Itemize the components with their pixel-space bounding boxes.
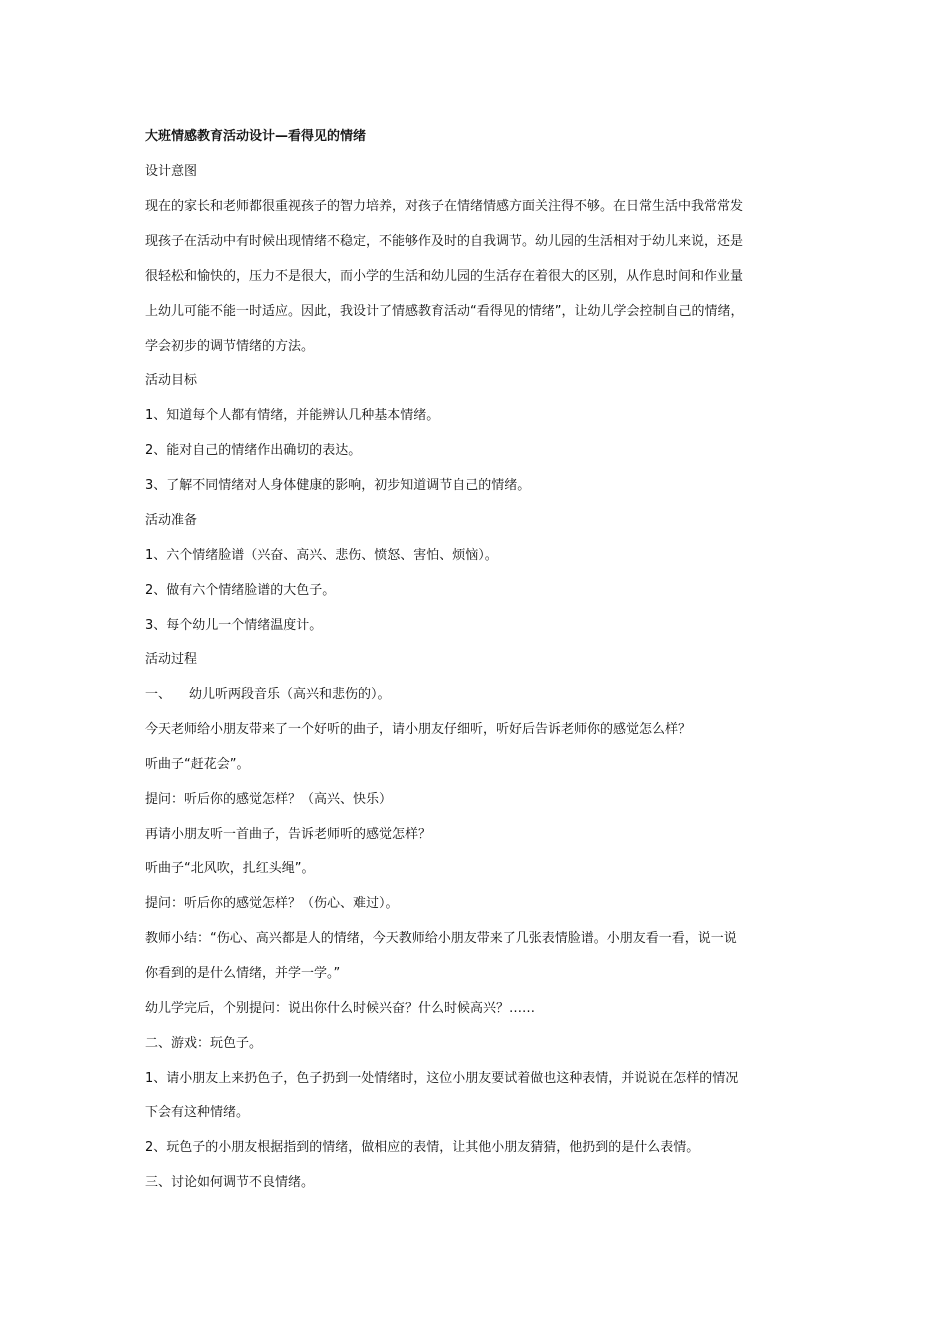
- goal-item: 2、能对自己的情绪作出确切的表达。: [145, 443, 362, 458]
- document-title: 大班情感教育活动设计—看得见的情绪: [145, 129, 367, 144]
- paragraph-line: 现在的家长和老师都很重视孩子的智力培养，对孩子在情绪情感方面关注得不够。在日常生活中我常常发: [145, 199, 744, 214]
- paragraph-line: 提问：听后你的感觉怎样？（伤心、难过）。: [145, 896, 399, 911]
- paragraph-line: 2、玩色子的小朋友根据指到的情绪，做相应的表情，让其他小朋友猜猜，他扔到的是什么表情。: [145, 1140, 700, 1155]
- paragraph-line: 幼儿学完后，个别提问：说出你什么时候兴奋？什么时候高兴？……: [145, 1001, 536, 1016]
- heading-activity-goals: 活动目标: [145, 373, 198, 388]
- paragraph-line: 提问：听后你的感觉怎样？（高兴、快乐）: [145, 792, 393, 807]
- heading-activity-preparation: 活动准备: [145, 513, 198, 528]
- paragraph-line: 教师小结：“伤心、高兴都是人的情绪，今天教师给小朋友带来了几张表情脸谱。小朋友看一看，说一说: [145, 931, 737, 946]
- paragraph-line: 下会有这种情绪。: [145, 1105, 250, 1120]
- section-one-heading: [145, 687, 391, 703]
- paragraph-line: 很轻松和愉快的，压力不是很大，而小学的生活和幼儿园的生活存在着很大的区别，从作息时间和作业量: [145, 269, 744, 284]
- paragraph-line: 听曲子“赶花会”。: [145, 757, 250, 772]
- preparation-item: 3、每个幼儿一个情绪温度计。: [145, 618, 323, 633]
- paragraph-line: 1、请小朋友上来扔色子，色子扔到一处情绪时，这位小朋友要试着做也这种表情，并说说在怎样的情况: [145, 1071, 739, 1086]
- paragraph-line: 现孩子在活动中有时候出现情绪不稳定，不能够作及时的自我调节。幼儿园的生活相对于幼儿来说，还是: [145, 234, 744, 249]
- heading-activity-process: 活动过程: [145, 652, 198, 667]
- paragraph-line: 学会初步的调节情绪的方法。: [145, 339, 315, 354]
- preparation-item: 2、做有六个情绪脸谱的大色子。: [145, 583, 336, 598]
- goal-item: 1、知道每个人都有情绪，并能辨认几种基本情绪。: [145, 408, 440, 423]
- paragraph-line: 听曲子“北风吹，扎红头绳”。: [145, 861, 315, 876]
- paragraph-line: 你看到的是什么情绪，并学一学。”: [145, 966, 341, 981]
- section-two-heading: 二、游戏：玩色子。: [145, 1036, 263, 1051]
- section-one-number: 一、: [145, 687, 172, 702]
- paragraph-line: 今天老师给小朋友带来了一个好听的曲子，请小朋友仔细听，听好后告诉老师你的感觉怎么样？: [145, 722, 692, 737]
- section-three-heading: 三、讨论如何调节不良情绪。: [145, 1175, 315, 1190]
- paragraph-line: 再请小朋友听一首曲子，告诉老师听的感觉怎样？: [145, 827, 432, 842]
- section-one-text: 幼儿听两段音乐（高兴和悲伤的）。: [189, 687, 391, 702]
- preparation-item: 1、六个情绪脸谱（兴奋、高兴、悲伤、愤怒、害怕、烦恼）。: [145, 548, 498, 563]
- heading-design-intent: 设计意图: [145, 164, 198, 179]
- goal-item: 3、了解不同情绪对人身体健康的影响，初步知道调节自己的情绪。: [145, 478, 531, 493]
- paragraph-line: 上幼儿可能不能一时适应。因此，我设计了情感教育活动“看得见的情绪”，让幼儿学会控制自己的情绪，: [145, 304, 744, 319]
